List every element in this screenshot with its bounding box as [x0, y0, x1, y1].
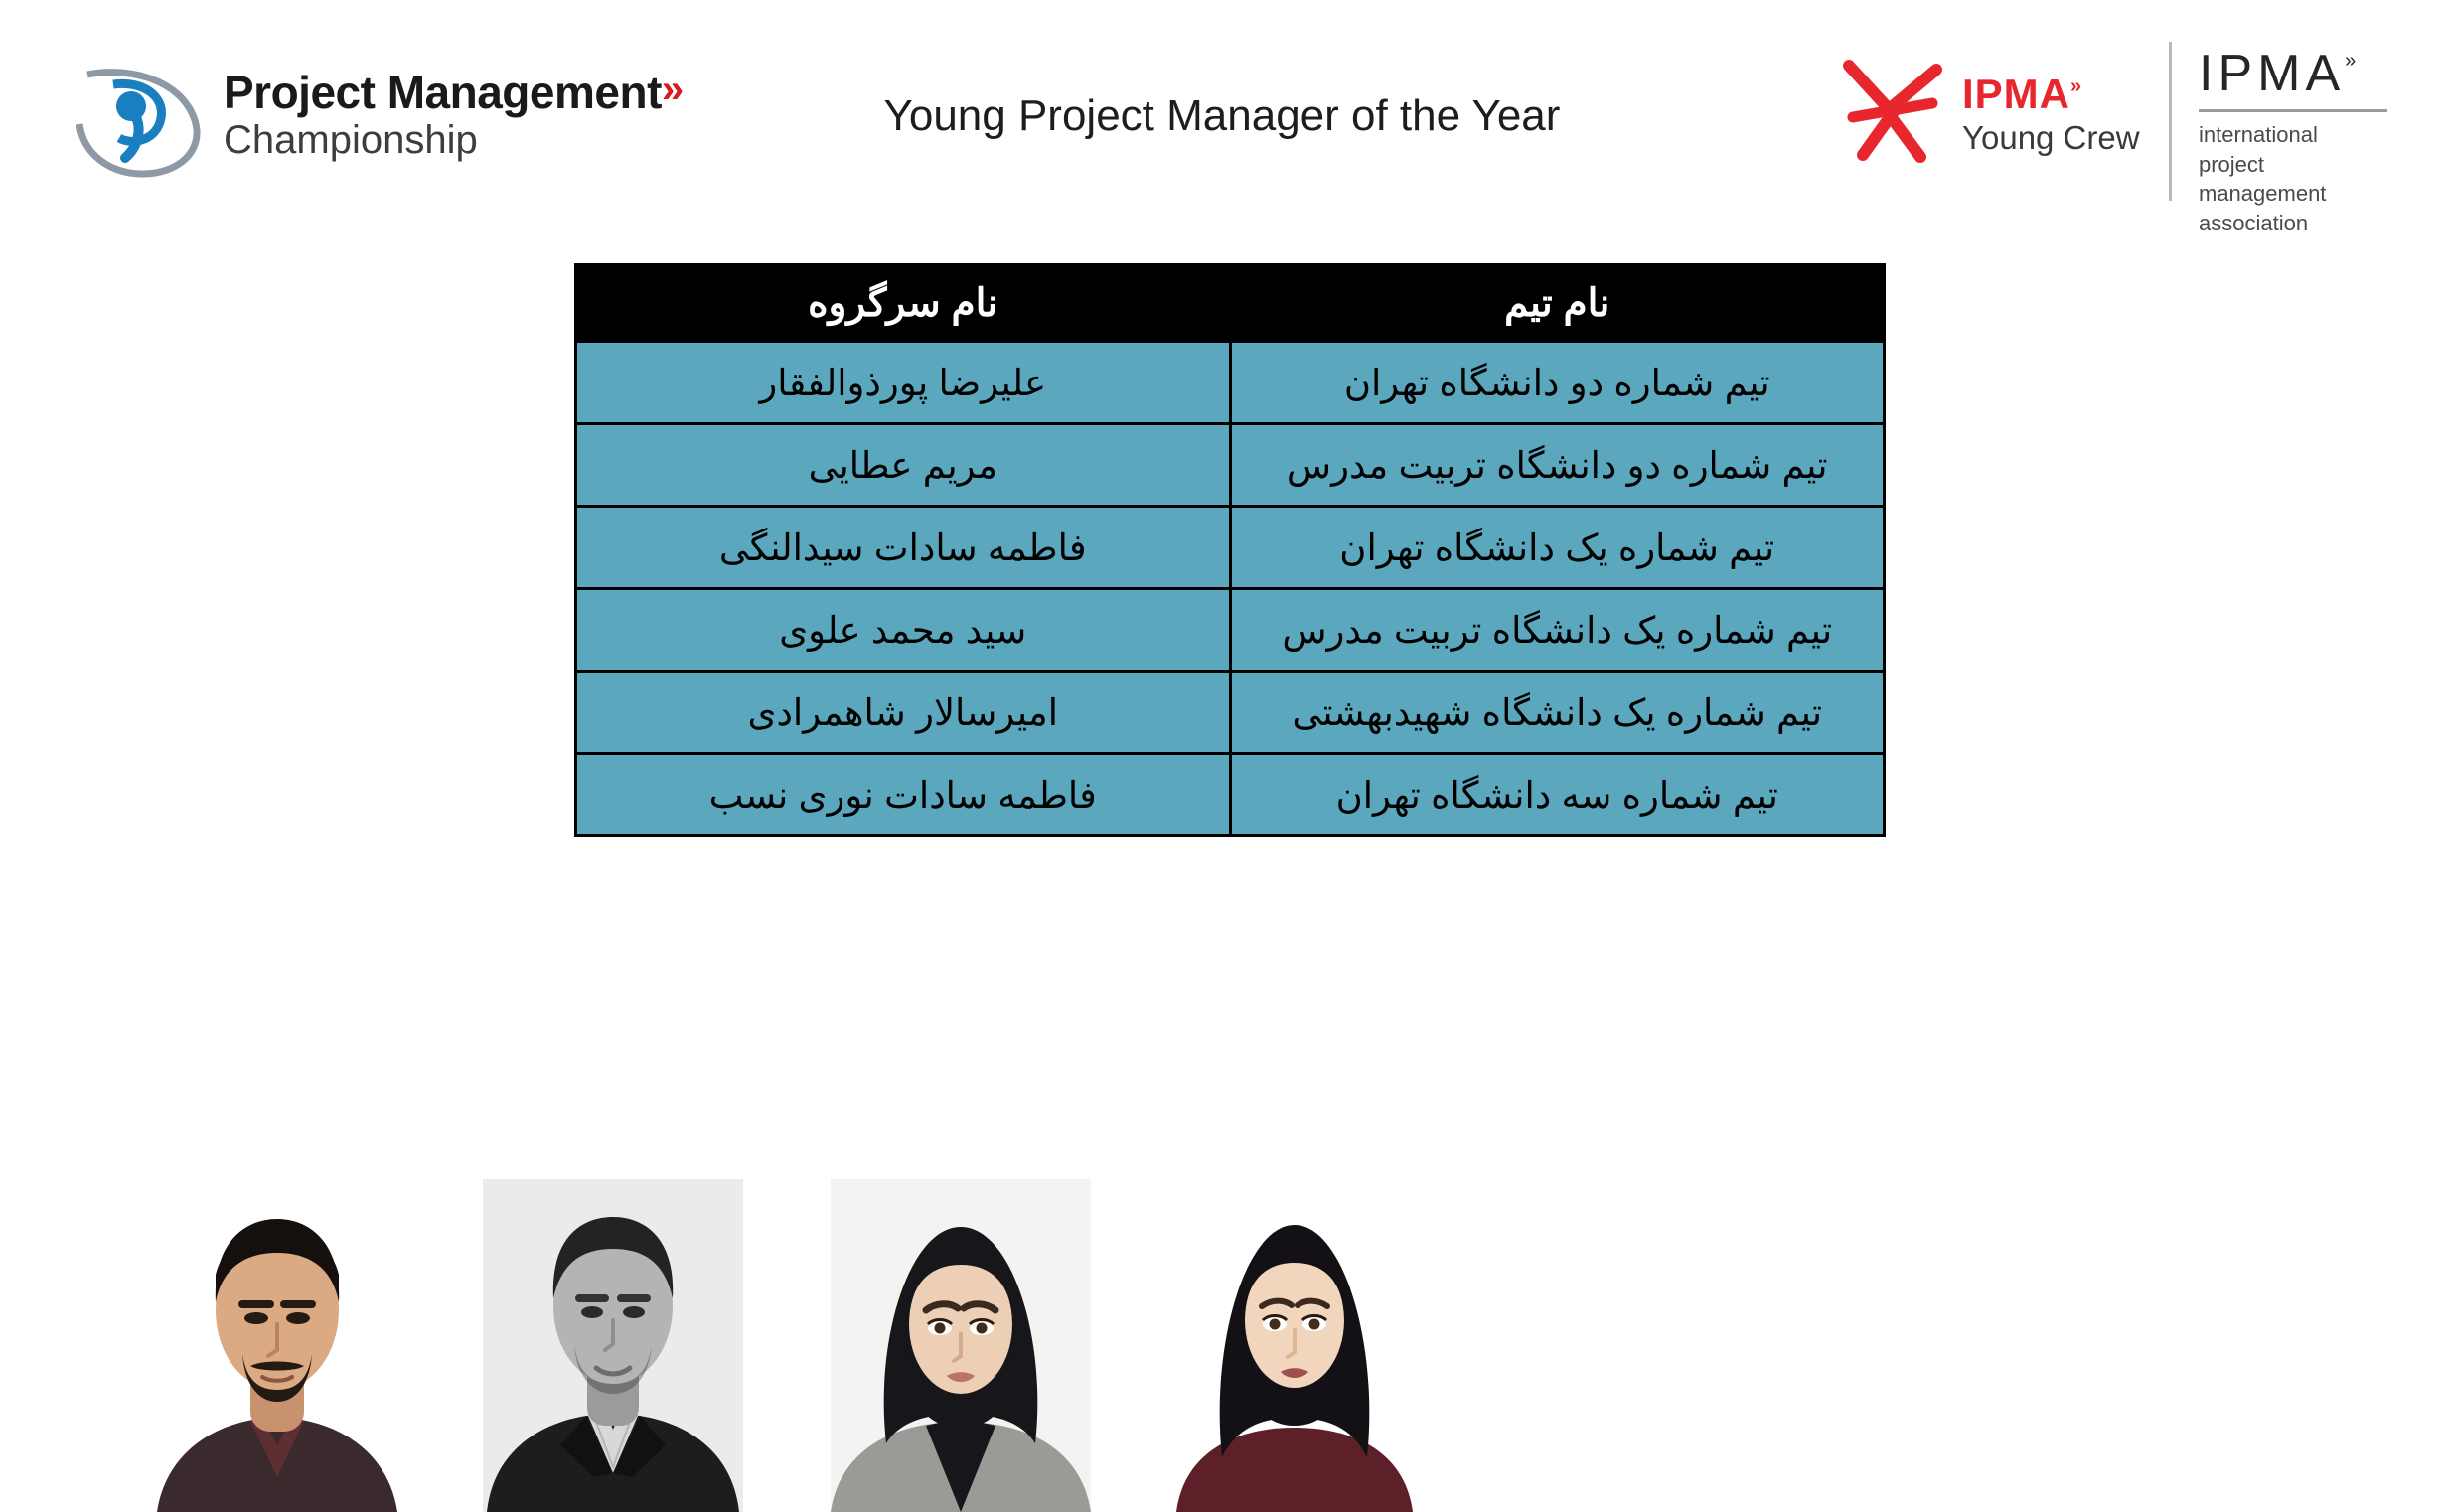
column-header-leader: نام سرگروه: [576, 265, 1231, 342]
cell-team: تیم شماره یک دانشگاه تربیت مدرس: [1230, 589, 1885, 672]
yc-label-text: Young Crew: [1962, 119, 2140, 156]
cell-leader: علیرضا پورذوالفقار: [576, 342, 1231, 424]
portrait-gallery: [0, 969, 2448, 1512]
table-body: [576, 342, 1885, 836]
ipma-rule: [2199, 109, 2387, 112]
teams-table-container: [574, 263, 1886, 837]
yc-brand-text: IPMA: [1962, 71, 2070, 117]
cell-leader: امیرسالار شاهمرادی: [576, 672, 1231, 754]
ipma-chevron-icon: »: [2345, 50, 2362, 72]
cell-team: تیم شماره یک دانشگاه شهیدبهشتی: [1230, 672, 1885, 754]
table-row: [576, 672, 1885, 754]
table-row: [576, 754, 1885, 836]
portrait-4-image: [1170, 1179, 1419, 1512]
portrait-1-image: [147, 1179, 407, 1512]
cell-team: تیم شماره دو دانشگاه تهران: [1230, 342, 1885, 424]
portrait-2: [483, 1179, 743, 1512]
portrait-2-image: [483, 1179, 743, 1512]
page-title: Young Project Manager of the Year: [883, 91, 1561, 140]
column-header-team: نام تیم: [1230, 265, 1885, 342]
ipma-tagline-line: association: [2199, 211, 2309, 236]
cell-leader: سید محمد علوی: [576, 589, 1231, 672]
cell-team: تیم شماره دو دانشگاه تربیت مدرس: [1230, 424, 1885, 507]
ipma-tagline-line: project: [2199, 151, 2265, 177]
ipma-young-crew-mark-icon: [1833, 56, 1952, 165]
ipma-brand-text: IPMA: [2199, 45, 2346, 102]
cell-team: تیم شماره یک دانشگاه تهران: [1230, 507, 1885, 589]
pm-championship-wordmark: [224, 69, 684, 162]
teams-table: [574, 263, 1886, 837]
ipma-young-crew-wordmark: [1962, 71, 2140, 156]
cell-leader: مریم عطایی: [576, 424, 1231, 507]
table-row: [576, 507, 1885, 589]
cell-leader: فاطمه سادات سیدالنگی: [576, 507, 1231, 589]
ipma-wordmark: [2199, 45, 2387, 238]
portrait-1: [147, 1179, 407, 1512]
pmc-title-text: Project Management: [224, 67, 662, 118]
table-header-row: [576, 265, 1885, 342]
slide-header: [0, 0, 2448, 238]
portrait-3: [831, 1179, 1091, 1512]
ipma-tagline-line: management: [2199, 181, 2327, 207]
ipma-tagline: [2199, 120, 2387, 238]
ipma-logo-group: [1833, 42, 2389, 236]
ipma-tagline-line: international: [2199, 122, 2318, 147]
table-row: [576, 589, 1885, 672]
cell-leader: فاطمه سادات نوری نسب: [576, 754, 1231, 836]
table-row: [576, 424, 1885, 507]
table-row: [576, 342, 1885, 424]
portrait-4: [1170, 1179, 1419, 1512]
yc-chevron-icon: »: [2070, 76, 2083, 97]
logo-divider: [2169, 42, 2172, 201]
cell-team: تیم شماره سه دانشگاه تهران: [1230, 754, 1885, 836]
portrait-3-image: [831, 1179, 1091, 1512]
pm-championship-mark-icon: [70, 63, 209, 182]
pmc-subtitle-text: Championship: [224, 118, 478, 163]
pm-championship-logo: [70, 55, 686, 189]
pmc-chevron-icon: »: [661, 68, 684, 111]
